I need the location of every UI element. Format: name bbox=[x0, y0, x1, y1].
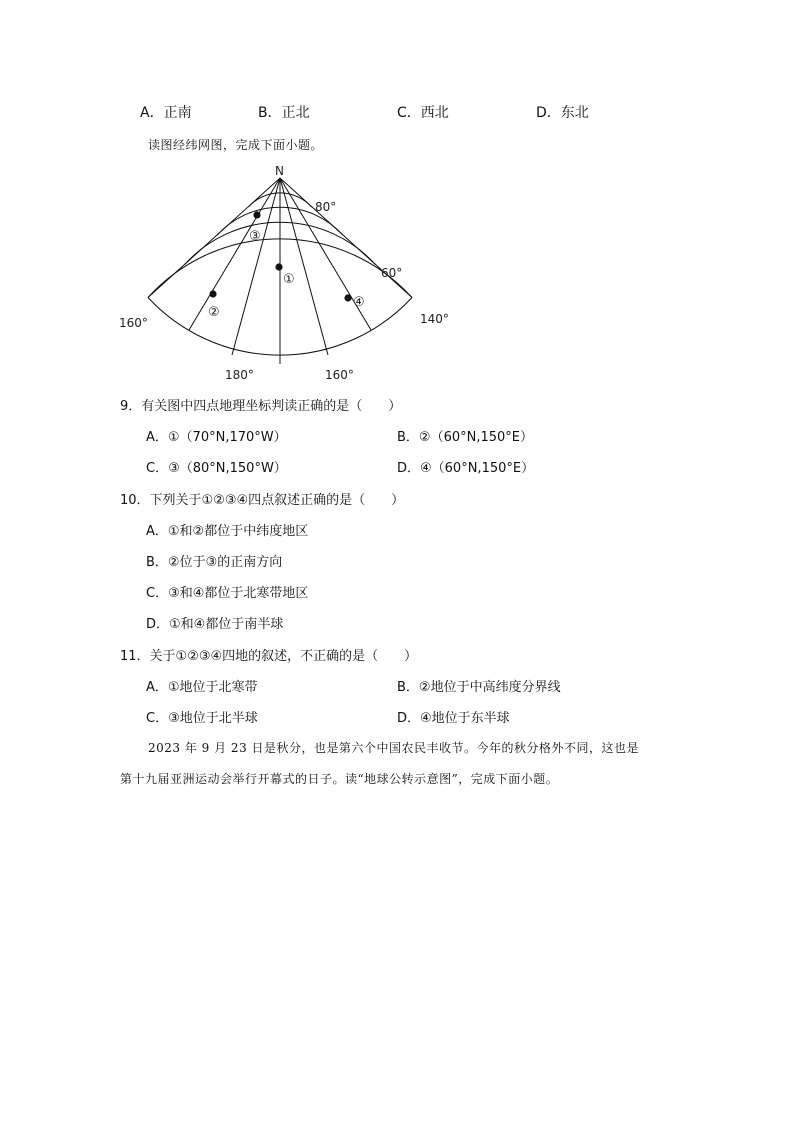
question-9-option-b: B．②（60°N,150°E） bbox=[397, 430, 533, 445]
meridian-2 bbox=[189, 178, 280, 330]
point-1 bbox=[275, 263, 282, 270]
point-label-3: ③ bbox=[249, 229, 261, 244]
lon-label-right: 140° bbox=[420, 312, 449, 326]
point-4 bbox=[344, 294, 351, 301]
north-label: N bbox=[275, 164, 284, 178]
question-9-option-d: D．④（60°N,150°E） bbox=[397, 461, 535, 476]
lon-label-bottom-right: 160° bbox=[325, 368, 354, 382]
prev-option-a: A．正南 bbox=[140, 105, 192, 121]
question-9-option-c: C．③（80°N,150°W） bbox=[146, 461, 287, 476]
graticule-figure bbox=[110, 160, 460, 385]
point-label-2: ② bbox=[208, 305, 220, 320]
question-10-stem: 10．下列关于①②③④四点叙述正确的是（ ） bbox=[120, 493, 405, 508]
question-9-option-a: A．①（70°N,170°W） bbox=[146, 430, 287, 445]
question-11-option-a: A．①地位于北寒带 bbox=[146, 680, 258, 695]
lat-label-60: 60° bbox=[381, 266, 403, 280]
question-11-option-c: C．③地位于北半球 bbox=[146, 711, 258, 726]
intro-text-2-line-2: 第十九届亚洲运动会举行开幕式的日子。读“地球公转示意图”，完成下面小题。 bbox=[120, 772, 559, 786]
meridian-3 bbox=[232, 178, 280, 355]
question-11-stem: 11．关于①②③④四地的叙述，不正确的是（ ） bbox=[120, 649, 418, 664]
lon-label-180: 180° bbox=[225, 368, 254, 382]
intro-text-1: 读图经纬网图，完成下面小题。 bbox=[148, 138, 324, 152]
question-9-stem: 9．有关图中四点地理坐标判读正确的是（ ） bbox=[120, 399, 402, 414]
point-2 bbox=[209, 290, 216, 297]
question-10-option-a: A．①和②都位于中纬度地区 bbox=[146, 524, 309, 539]
point-label-4: ④ bbox=[353, 295, 365, 310]
question-11-option-b: B．②地位于中高纬度分界线 bbox=[397, 680, 561, 695]
point-label-1: ① bbox=[283, 272, 295, 287]
question-10-option-b: B．②位于③的正南方向 bbox=[146, 555, 283, 570]
prev-option-c: C．西北 bbox=[397, 105, 449, 121]
question-10-option-c: C．③和④都位于北寒带地区 bbox=[146, 586, 309, 601]
question-11-option-d: D．④地位于东半球 bbox=[397, 711, 510, 726]
point-3 bbox=[253, 211, 260, 218]
intro-text-2-line-1: 2023 年 9 月 23 日是秋分，也是第六个中国农民丰收节。今年的秋分格外不同，这也是 bbox=[148, 741, 640, 755]
question-10-option-d: D．①和④都位于南半球 bbox=[146, 617, 284, 632]
lon-label-left: 160° bbox=[119, 316, 148, 330]
lat-label-80: 80° bbox=[315, 200, 337, 214]
prev-option-d: D．东北 bbox=[536, 105, 589, 121]
prev-option-b: B．正北 bbox=[258, 105, 310, 121]
